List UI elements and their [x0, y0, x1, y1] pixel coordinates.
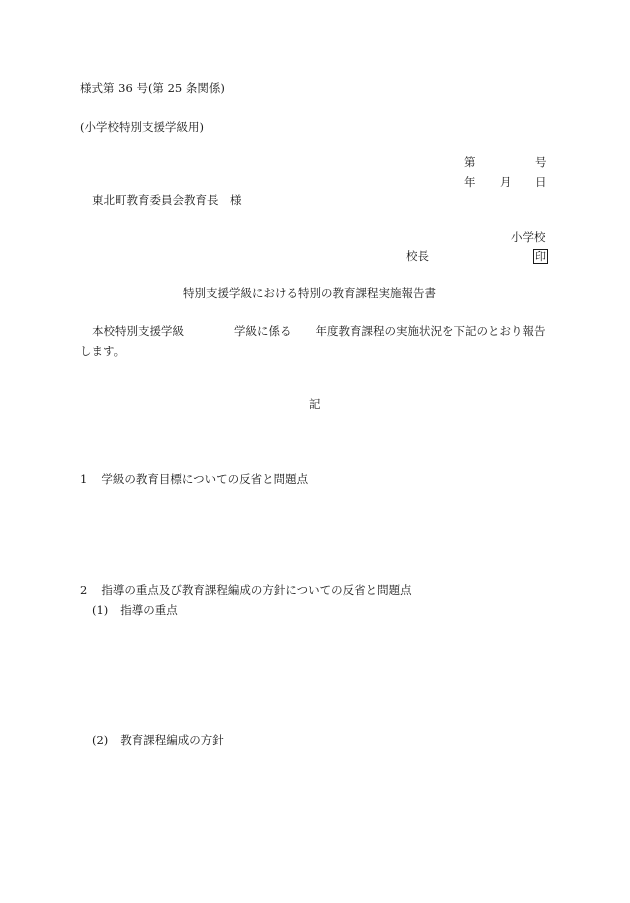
body-part-2: 学級に係る: [234, 324, 292, 338]
section-1: [80, 474, 308, 486]
report-body: [80, 321, 552, 361]
section-1-text: 学級の教育目標についての反省と問題点: [101, 472, 309, 486]
subsection-2-number: (2): [92, 733, 109, 747]
principal-label: 校長: [406, 249, 429, 263]
document-title: 特別支援学級における特別の教育課程実施報告書: [183, 286, 436, 300]
section-2-text: 指導の重点及び教育課程編成の方針についての反省と問題点: [101, 583, 412, 597]
date-day: 日: [535, 175, 547, 189]
addressee: 東北町教育委員会教育長 様: [92, 193, 242, 207]
school-name: 小学校: [511, 230, 546, 244]
doc-number-prefix: 第: [464, 155, 476, 169]
date-month: 月: [500, 175, 512, 189]
form-number: 様式第 36 号(第 25 条関係): [80, 81, 225, 95]
section-2-number: 2: [80, 583, 88, 597]
subsection-1: [92, 605, 178, 617]
subsection-2-text: 教育課程編成の方針: [120, 733, 224, 747]
body-part-1: 本校特別支援学級: [92, 324, 184, 338]
subsection-1-text: 指導の重点: [120, 603, 178, 617]
body-part-3: 年度教育課程の実施状況を下記のとおり報告します。: [80, 324, 546, 358]
section-2: [80, 585, 412, 597]
ki-heading: 記: [309, 397, 321, 411]
subsection-2: [92, 735, 224, 747]
seal-text: 印: [535, 250, 546, 263]
seal-mark: [533, 249, 548, 264]
subsection-1-number: (1): [92, 603, 109, 617]
doc-number-suffix: 号: [535, 155, 547, 169]
section-1-number: 1: [80, 472, 88, 486]
date-year: 年: [464, 175, 476, 189]
form-subtitle: (小学校特別支援学級用): [80, 120, 204, 134]
